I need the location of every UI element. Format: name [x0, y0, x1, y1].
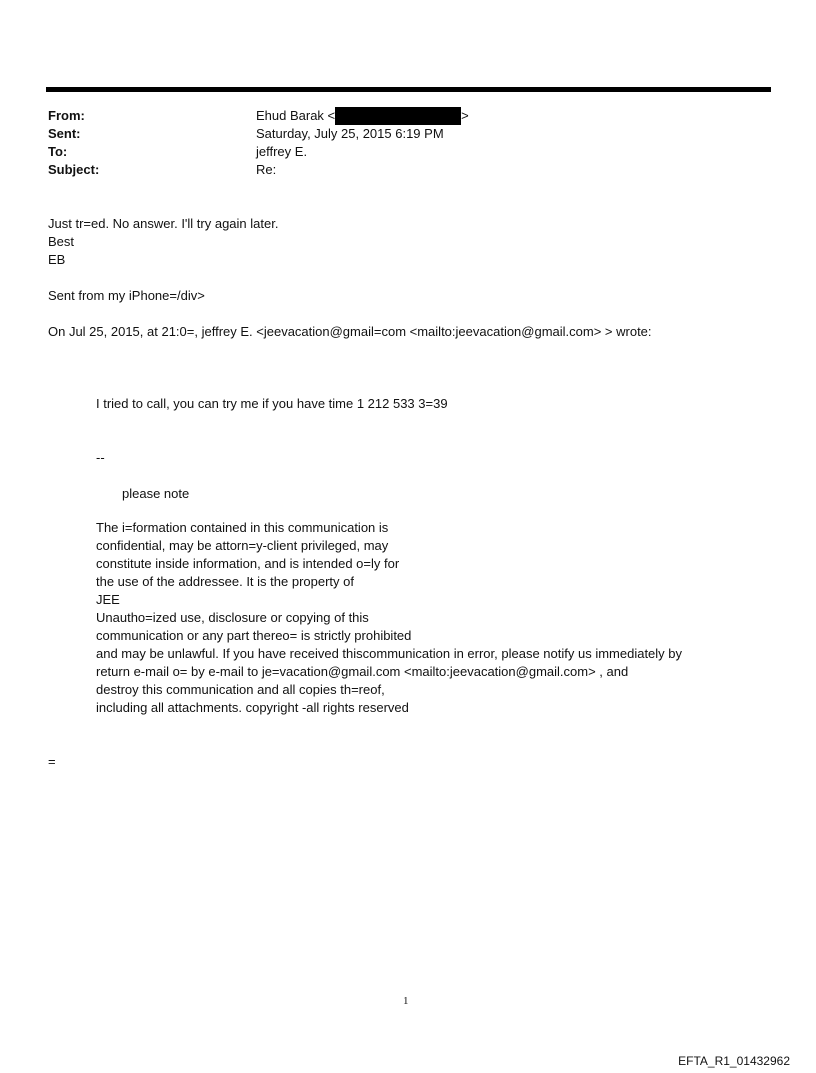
disclaimer-line: including all attachments. copyright -all rights reserved: [96, 700, 409, 715]
reply-line: EB: [48, 252, 66, 267]
reply-line: Best: [48, 234, 75, 249]
disclaimer-line: communication or any part thereo= is strictly prohibited: [96, 628, 412, 643]
sent-value: Saturday, July 25, 2015 6:19 PM: [256, 126, 444, 141]
disclaimer-line: the use of the addressee. It is the property of: [96, 574, 354, 589]
trailing-equals: =: [48, 754, 56, 769]
from-label: From:: [48, 108, 85, 123]
signature-separator: --: [96, 450, 105, 465]
disclaimer-line: constitute inside information, and is intended o=ly for: [96, 556, 400, 571]
from-name: Ehud Barak <: [256, 108, 336, 123]
disclaimer-line: confidential, may be attorn=y-client privileged, may: [96, 538, 389, 553]
to-label: To:: [48, 144, 68, 159]
subject-row: [48, 161, 748, 179]
to-value: jeffrey E.: [256, 144, 308, 159]
quote-intro-line: On Jul 25, 2015, at 21:0=, jeffrey E. <jeevacation@gmail=com <mailto:jeevacation@gmail.com> > wrote:: [48, 324, 652, 339]
sent-from-line: Sent from my iPhone=/div>: [48, 288, 205, 303]
redacted-email-block: [335, 107, 461, 125]
header-divider-rule: [46, 87, 771, 92]
subject-value: Re:: [256, 162, 277, 177]
page-number: 1: [403, 995, 409, 1007]
disclaimer-line: JEE: [96, 592, 120, 607]
sent-row: [48, 125, 748, 143]
please-note-line: please note: [122, 486, 190, 501]
disclaimer-line: and may be unlawful. If you have received thiscommunication in error, please notify us immediately by: [96, 646, 683, 661]
disclaimer-line: destroy this communication and all copies th=reof,: [96, 682, 385, 697]
sent-label: Sent:: [48, 126, 81, 141]
reply-line: Just tr=ed. No answer. I'll try again later.: [48, 216, 279, 231]
to-row: [48, 143, 748, 161]
from-value: [256, 107, 469, 125]
document-id: EFTA_R1_01432962: [678, 1054, 790, 1068]
from-close-bracket: >: [461, 108, 469, 123]
subject-label: Subject:: [48, 162, 100, 177]
disclaimer-line: The i=formation contained in this communication is: [96, 520, 389, 535]
quoted-message: I tried to call, you can try me if you have time 1 212 533 3=39: [96, 396, 448, 411]
from-row: [48, 107, 748, 125]
disclaimer-line: return e-mail o= by e-mail to je=vacation@gmail.com <mailto:jeevacation@gmail.com> , and: [96, 664, 629, 679]
disclaimer-line: Unautho=ized use, disclosure or copying of this: [96, 610, 369, 625]
